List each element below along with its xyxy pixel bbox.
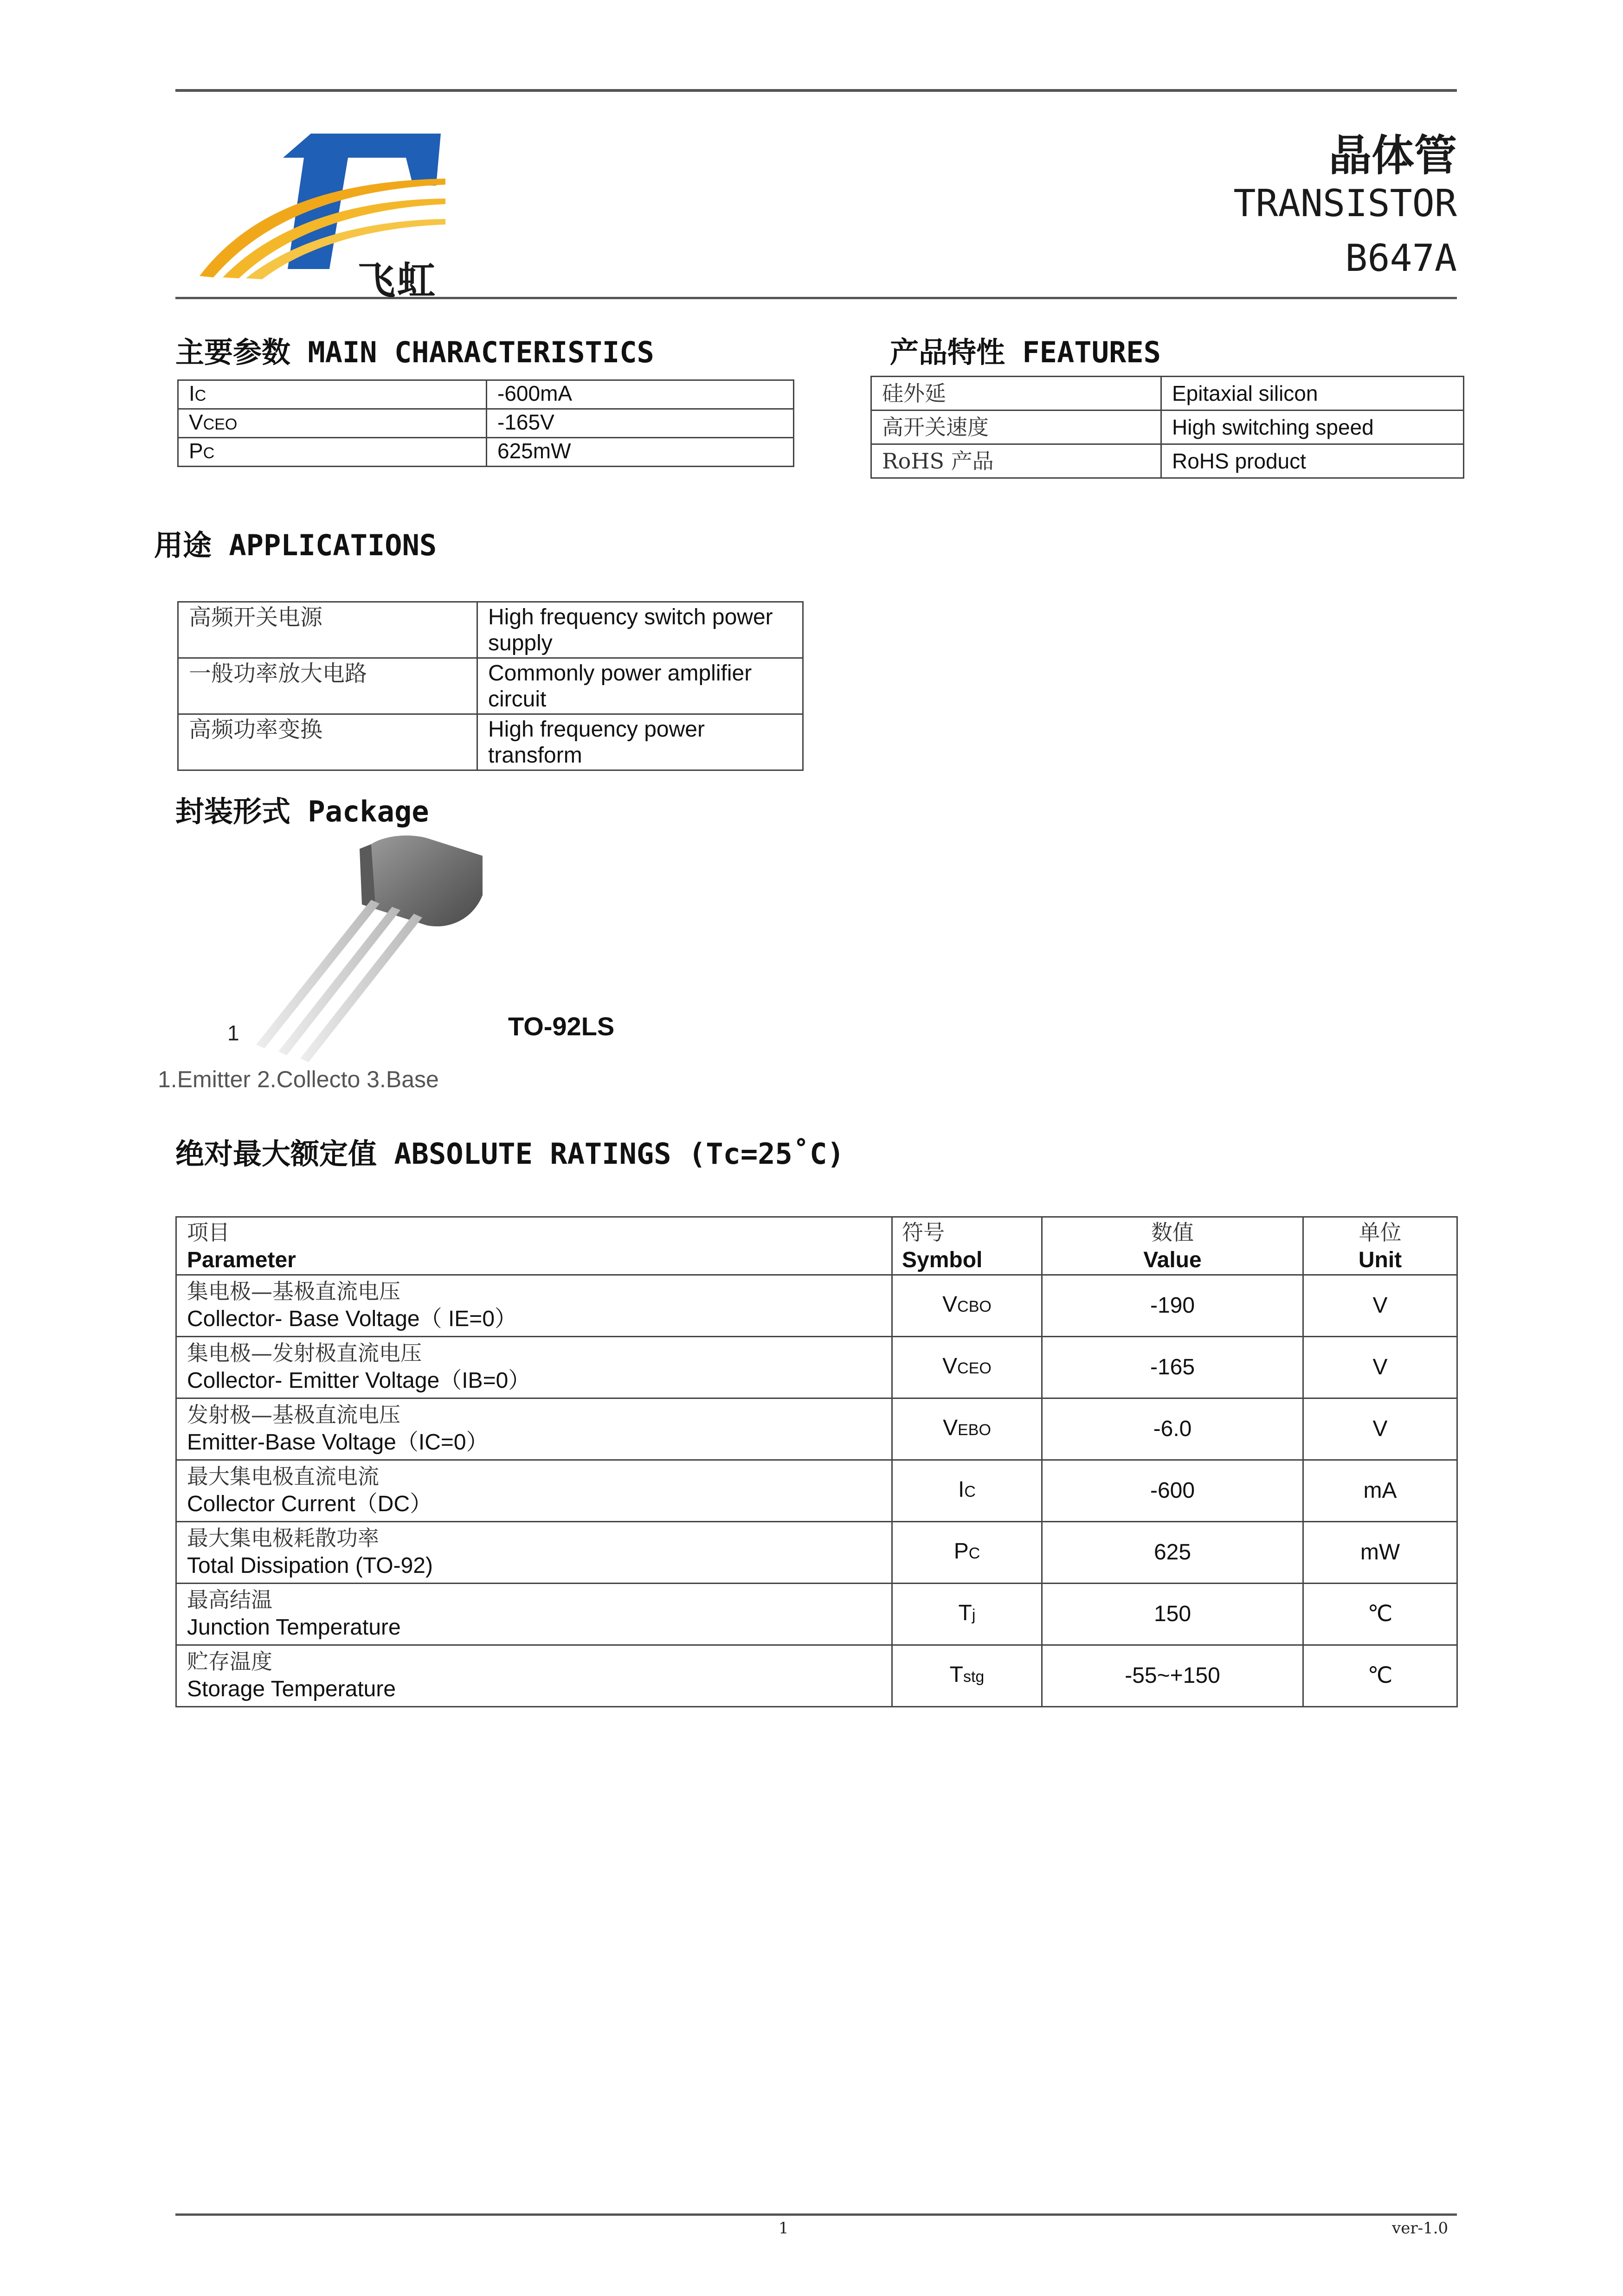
table-row xyxy=(176,1337,1457,1398)
parameter-cell xyxy=(176,1522,892,1584)
parameter-cell xyxy=(176,1645,892,1707)
main-characteristics-table xyxy=(177,379,794,467)
table-row xyxy=(178,714,803,770)
param-cell xyxy=(178,409,487,438)
symbol-subscript: j xyxy=(972,1606,976,1624)
param-symbol: I xyxy=(189,381,195,405)
parameter-cn: 集电极—发射极直流电压 xyxy=(187,1340,422,1366)
value-cell: -600 xyxy=(1042,1460,1303,1522)
symbol-cell xyxy=(892,1275,1042,1337)
header-cn: 项目 xyxy=(187,1220,230,1245)
unit-cell: mW xyxy=(1303,1522,1457,1584)
parameter-cn: 发射极—基极直流电压 xyxy=(187,1402,400,1427)
table-row xyxy=(176,1398,1457,1460)
parameter-cn: 最大集电极耗散功率 xyxy=(187,1526,379,1551)
param-symbol: V xyxy=(189,410,203,434)
application-cn: 一般功率放大电路 xyxy=(178,658,477,714)
header-symbol xyxy=(892,1217,1042,1275)
value-cell: -190 xyxy=(1042,1275,1303,1337)
unit-cell: ℃ xyxy=(1303,1645,1457,1707)
table-row xyxy=(176,1460,1457,1522)
symbol-subscript: stg xyxy=(963,1668,985,1686)
symbol-cell xyxy=(892,1398,1042,1460)
header-en: Parameter xyxy=(187,1248,296,1272)
unit-cell: V xyxy=(1303,1275,1457,1337)
header-unit xyxy=(1303,1217,1457,1275)
param-cell xyxy=(178,380,487,409)
table-row xyxy=(871,377,1464,410)
title-cn: 晶体管 xyxy=(1328,131,1457,180)
unit-cell: V xyxy=(1303,1337,1457,1398)
version-label: ver-1.0 xyxy=(1392,2219,1449,2238)
unit-cell: ℃ xyxy=(1303,1584,1457,1645)
parameter-en: Total Dissipation (TO-92) xyxy=(187,1553,433,1578)
logo-text: 飞虹 xyxy=(357,259,438,303)
symbol-subscript: EBO xyxy=(958,1421,991,1439)
table-row xyxy=(178,658,803,714)
title-en: TRANSISTOR xyxy=(1233,182,1457,225)
symbol: P xyxy=(953,1539,969,1564)
pinout-description: 1.Emitter 2.Collecto 3.Base xyxy=(158,1066,439,1092)
table-row xyxy=(178,438,794,467)
package-heading: 封装形式 Package xyxy=(175,795,429,828)
parameter-cell xyxy=(176,1398,892,1460)
parameter-cn: 贮存温度 xyxy=(187,1649,272,1674)
symbol-cell xyxy=(892,1645,1042,1707)
parameter-cell xyxy=(176,1337,892,1398)
footer-rule xyxy=(175,2213,1457,2216)
param-subscript: C xyxy=(194,387,206,404)
symbol-subscript: C xyxy=(964,1483,976,1501)
feature-en: Epitaxial silicon xyxy=(1161,377,1464,410)
package-name: TO-92LS xyxy=(508,1012,615,1041)
symbol-cell xyxy=(892,1460,1042,1522)
param-subscript: C xyxy=(203,444,215,462)
symbol: V xyxy=(943,1416,958,1440)
parameter-cell xyxy=(176,1460,892,1522)
symbol-subscript: CBO xyxy=(957,1298,992,1315)
to92-package-icon xyxy=(232,830,501,1090)
header-cn: 单位 xyxy=(1359,1220,1402,1245)
parameter-en: Collector- Emitter Voltage（IB=0） xyxy=(187,1368,531,1393)
applications-heading: 用途 APPLICATIONS xyxy=(154,528,437,562)
unit-cell: mA xyxy=(1303,1460,1457,1522)
symbol-cell xyxy=(892,1522,1042,1584)
parameter-cn: 最高结温 xyxy=(187,1587,272,1612)
header-parameter xyxy=(176,1217,892,1275)
parameter-en: Junction Temperature xyxy=(187,1615,401,1640)
header-value xyxy=(1042,1217,1303,1275)
parameter-cn: 集电极—基极直流电压 xyxy=(187,1279,400,1304)
main-characteristics-heading: 主要参数 MAIN CHARACTERISTICS xyxy=(175,335,654,369)
header-en: Symbol xyxy=(902,1248,983,1272)
param-cell xyxy=(178,438,487,467)
header-en: Unit xyxy=(1358,1248,1402,1272)
feature-en: RoHS product xyxy=(1161,444,1464,478)
parameter-cell xyxy=(176,1584,892,1645)
package-image xyxy=(232,830,501,1090)
value-cell: 625 xyxy=(1042,1522,1303,1584)
header-cn: 符号 xyxy=(902,1220,945,1245)
top-rule xyxy=(175,89,1457,92)
header-cn: 数值 xyxy=(1151,1220,1194,1245)
application-cn: 高频开关电源 xyxy=(178,602,477,658)
value-cell: 625mW xyxy=(487,438,794,467)
applications-table xyxy=(177,601,804,771)
value-cell: -6.0 xyxy=(1042,1398,1303,1460)
table-row xyxy=(178,380,794,409)
symbol: V xyxy=(942,1354,958,1379)
features-table xyxy=(870,376,1464,479)
symbol-subscript: CEO xyxy=(957,1360,992,1377)
ratings-table xyxy=(175,1216,1458,1707)
application-cn: 高频功率变换 xyxy=(178,714,477,770)
table-row xyxy=(178,602,803,658)
parameter-cn: 最大集电极直流电流 xyxy=(187,1464,379,1489)
value-cell: -55~+150 xyxy=(1042,1645,1303,1707)
value-cell: -165 xyxy=(1042,1337,1303,1398)
parameter-en: Emitter-Base Voltage（IC=0） xyxy=(187,1430,489,1455)
value-cell: -165V xyxy=(487,409,794,438)
application-en: High frequency power transform xyxy=(477,714,803,770)
parameter-en: Collector Current（DC） xyxy=(187,1492,432,1516)
table-row xyxy=(176,1645,1457,1707)
symbol-cell xyxy=(892,1337,1042,1398)
pin-marker: 1 xyxy=(227,1021,239,1045)
parameter-cell xyxy=(176,1275,892,1337)
parameter-en: Collector- Base Voltage（ IE=0） xyxy=(187,1307,517,1331)
value-cell: -600mA xyxy=(487,380,794,409)
ratings-heading: 绝对最大额定值 ABSOLUTE RATINGS (Tc=25˚C) xyxy=(175,1137,844,1171)
features-heading: 产品特性 FEATURES xyxy=(890,335,1161,369)
symbol: V xyxy=(942,1292,958,1317)
table-row xyxy=(871,410,1464,444)
feature-cn: 高开关速度 xyxy=(871,410,1161,444)
symbol-cell xyxy=(892,1584,1042,1645)
table-row xyxy=(176,1584,1457,1645)
symbol-subscript: C xyxy=(968,1545,980,1562)
symbol: T xyxy=(958,1601,972,1625)
part-number: B647A xyxy=(1345,237,1457,280)
unit-cell: V xyxy=(1303,1398,1457,1460)
page-number: 1 xyxy=(779,2219,789,2238)
table-row xyxy=(178,409,794,438)
param-symbol: P xyxy=(189,439,203,463)
application-en: High frequency switch power supply xyxy=(477,602,803,658)
feature-en: High switching speed xyxy=(1161,410,1464,444)
symbol: I xyxy=(958,1477,965,1502)
header-en: Value xyxy=(1143,1248,1202,1272)
value-cell: 150 xyxy=(1042,1584,1303,1645)
table-header-row xyxy=(176,1217,1457,1275)
table-row xyxy=(176,1275,1457,1337)
parameter-en: Storage Temperature xyxy=(187,1677,396,1701)
application-en: Commonly power amplifier circuit xyxy=(477,658,803,714)
table-row xyxy=(176,1522,1457,1584)
param-subscript: CEO xyxy=(203,416,238,433)
feature-cn: 硅外延 xyxy=(871,377,1161,410)
symbol: T xyxy=(949,1662,963,1687)
table-row xyxy=(871,444,1464,478)
feature-cn: RoHS 产品 xyxy=(871,444,1161,478)
